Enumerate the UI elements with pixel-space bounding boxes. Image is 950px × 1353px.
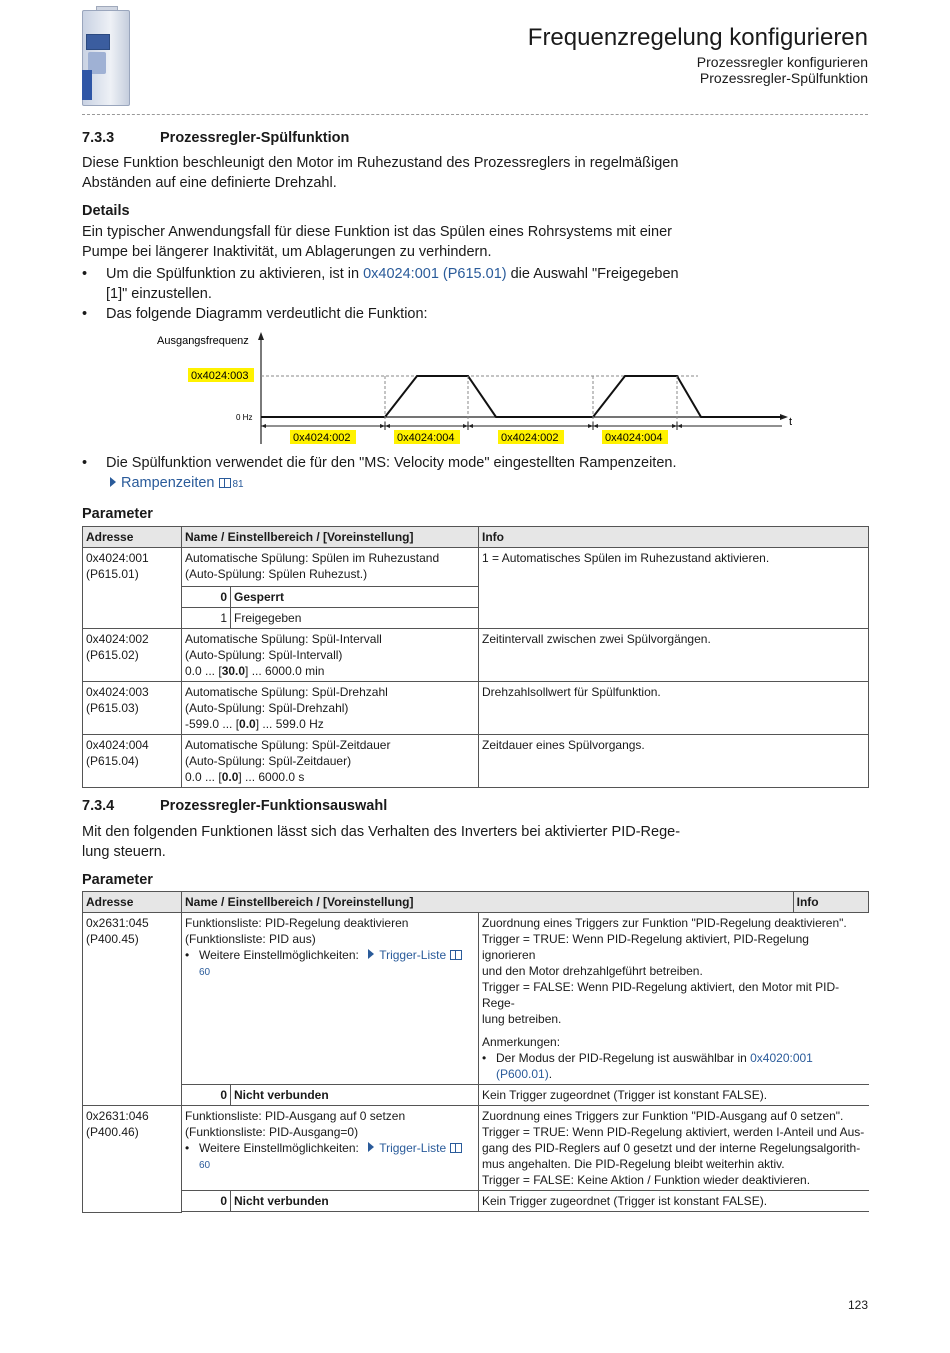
info-line: lung betreiben. [482, 1012, 562, 1026]
link-arrow-icon [368, 1142, 374, 1152]
info-cell: Zeitintervall zwischen zwei Spülvorgängen. [479, 629, 869, 682]
col-header-name: Name / Einstellbereich / [Voreinstellung] [182, 527, 479, 548]
x-axis-label: t [789, 416, 793, 428]
col-header-name: Name / Einstellbereich / [Voreinstellung] [182, 892, 794, 913]
option-label: Nicht verbunden [234, 1088, 329, 1102]
book-icon [450, 1143, 462, 1153]
table-row [83, 1105, 869, 1212]
section-title: Prozessregler-Spülfunktion [160, 130, 350, 146]
more-settings-label: Weitere Einstellmöglichkeiten: [199, 948, 359, 962]
param-link-4024-001[interactable]: 0x4024:001 (P615.01) [363, 266, 507, 282]
option-row [182, 608, 478, 629]
address-cell [83, 548, 182, 629]
flushing-timing-diagram [150, 328, 810, 450]
zero-hz-label: 0 Hz [236, 413, 253, 422]
info-cell [479, 913, 869, 1085]
note-text: Der Modus der PID-Regelung ist auswählbar in [496, 1051, 751, 1065]
address: 0x2631:046 [86, 1108, 149, 1123]
device-display [86, 34, 110, 50]
bullet-dot: • [82, 306, 88, 322]
parameter-short-name: (Funktionsliste: PID-Ausgang=0) [185, 1125, 359, 1139]
parameter-short-name: (Auto-Spülung: Spül-Zeitdauer) [185, 754, 352, 768]
parameter-code: (P615.01) [86, 567, 139, 581]
parameter-name: Automatische Spülung: Spülen im Ruhezustand [185, 551, 440, 565]
ramp-times-label: Rampenzeiten [121, 475, 215, 491]
address: 0x4024:002 [86, 632, 149, 646]
page-title: Frequenzregelung konfigurieren [527, 24, 868, 51]
table-header-row [83, 527, 869, 548]
address: 0x4024:003 [86, 685, 149, 699]
info-cell: 1 = Automatisches Spülen im Ruhezustand aktivieren. [479, 548, 869, 629]
table-row [83, 629, 869, 682]
table-row [83, 913, 869, 1106]
row-inner [182, 1105, 869, 1212]
table-header-row [83, 892, 869, 913]
parameter-heading: Parameter [82, 872, 153, 888]
address-cell [83, 735, 182, 788]
col-header-info: Info [793, 892, 868, 913]
option-list [182, 586, 478, 628]
bullet-text: Die Spülfunktion verwendet die für den "MS: Velocity mode" eingestellten Rampenzeiten. [106, 455, 677, 471]
row-inner [182, 913, 869, 1105]
parameter-table-flushing [82, 526, 869, 788]
table-row [83, 682, 869, 735]
option-info: Kein Trigger zugeordnet (Trigger ist konstant FALSE). [479, 1191, 869, 1212]
option-value: 0 [182, 1191, 231, 1211]
interval-label-3: 0x4024:002 [501, 432, 559, 444]
setting-range: 0.0 ... [30.0] ... 6000.0 min [185, 664, 325, 678]
parameter-table-functions [82, 891, 869, 1213]
bullet-text-end: die Auswahl "Freigegeben [506, 266, 679, 282]
parameter-name: Automatische Spülung: Spül-Zeitdauer [185, 738, 391, 752]
info-line: Zuordnung eines Triggers zur Funktion "PID-Regelung deaktivieren". [482, 916, 847, 930]
name-cell [182, 629, 479, 682]
param-link-4020-001[interactable]: 0x4020:001 (P600.01) [496, 1051, 813, 1081]
address-cell [83, 682, 182, 735]
option-label: Freigegeben [231, 608, 479, 629]
address: 0x4024:004 [86, 738, 149, 752]
parameter-name: Automatische Spülung: Spül-Intervall [185, 632, 382, 646]
setting-range: -599.0 ... [0.0] ... 599.0 Hz [185, 717, 324, 731]
trigger-list-page: 60 [199, 967, 211, 978]
more-settings-label: Weitere Einstellmöglichkeiten: [199, 1141, 359, 1155]
parameter-code: (P615.03) [86, 701, 139, 715]
device-side-strip [82, 70, 92, 100]
name-cell [182, 548, 479, 629]
info-line: Zuordnung eines Triggers zur Funktion "PID-Ausgang auf 0 setzen". [482, 1109, 844, 1123]
bullet-text: Um die Spülfunktion zu aktivieren, ist in [106, 266, 364, 282]
level-label: 0x4024:003 [191, 370, 249, 382]
parameter-name: Automatische Spülung: Spül-Drehzahl [185, 685, 388, 699]
info-cell: Drehzahlsollwert für Spülfunktion. [479, 682, 869, 735]
option-label: Nicht verbunden [234, 1194, 329, 1208]
row-content [182, 913, 869, 1106]
row-content [182, 1105, 869, 1212]
parameter-code: (P615.02) [86, 648, 139, 662]
section-number: 7.3.3 [82, 130, 115, 146]
interval-dimension-line [261, 422, 782, 430]
parameter-name: Funktionsliste: PID-Ausgang auf 0 setzen [185, 1109, 406, 1123]
section-title: Prozessregler-Funktionsauswahl [160, 798, 388, 814]
trigger-list-label: Trigger-Liste [379, 1141, 447, 1155]
more-settings: • Weitere Einstellmöglichkeiten: Trigger-Liste60 [185, 947, 475, 981]
y-axis-arrow [258, 332, 264, 340]
bullet-activation-line-2: [1]" einzustellen. [106, 286, 212, 302]
table-row [83, 548, 869, 629]
frequency-curve [261, 376, 782, 417]
y-axis-label: Ausgangsfrequenz [157, 335, 249, 347]
parameter-heading: Parameter [82, 506, 153, 522]
parameter-code: (P400.45) [86, 932, 139, 946]
option-row [182, 1191, 869, 1212]
note-item: • Der Modus der PID-Regelung ist auswählbar in 0x4020:001 (P600.01). [482, 1051, 813, 1081]
option-label: Gesperrt [231, 587, 479, 608]
intro-line-2: lung steuern. [82, 844, 166, 860]
address-cell [83, 913, 182, 1106]
ramp-times-page: 81 [232, 479, 244, 490]
section-number: 7.3.4 [82, 798, 115, 814]
note-end: . [548, 1067, 553, 1081]
option-row [182, 1085, 869, 1106]
parameter-code: (P615.04) [86, 754, 139, 768]
name-cell [182, 735, 479, 788]
option-cell [182, 1191, 479, 1212]
page-subtitle: Prozessregler konfigurieren [696, 54, 868, 70]
parameter-short-name: (Funktionsliste: PID aus) [185, 932, 316, 946]
address-cell [83, 629, 182, 682]
interval-label-1: 0x4024:002 [293, 432, 351, 444]
col-header-info: Info [479, 527, 869, 548]
parameter-short-name: (Auto-Spülung: Spül-Drehzahl) [185, 701, 349, 715]
setting-range: 0.0 ... [0.0] ... 6000.0 s [185, 770, 305, 784]
header-divider [82, 114, 868, 115]
intro-line-2: Abständen auf eine definierte Drehzahl. [82, 175, 337, 191]
info-line: Trigger = TRUE: Wenn PID-Regelung aktiviert, PID-Regelung ignorieren [482, 932, 809, 962]
info-line: Trigger = TRUE: Wenn PID-Regelung aktiviert, werden I-Anteil und Aus- [482, 1125, 865, 1139]
book-icon [219, 478, 231, 488]
info-cell: Zeitdauer eines Spülvorgangs. [479, 735, 869, 788]
option-cell [182, 1085, 479, 1106]
table-row [83, 735, 869, 788]
section-heading-734 [82, 798, 387, 814]
section-heading-733 [82, 130, 349, 146]
parameter-short-name: (Auto-Spülung: Spülen Ruhezust.) [185, 567, 368, 581]
address: 0x4024:001 [86, 551, 149, 565]
trigger-list-page: 60 [199, 1160, 211, 1171]
parameter-short-name: (Auto-Spülung: Spül-Intervall) [185, 648, 343, 662]
option-value: 0 [182, 1085, 231, 1105]
trigger-list-label: Trigger-Liste [379, 948, 447, 962]
option-value: 1 [182, 608, 231, 629]
col-header-address: Adresse [83, 892, 182, 913]
info-line: Trigger = FALSE: Wenn PID-Regelung aktiviert, den Motor mit PID-Rege- [482, 980, 840, 1010]
address: 0x2631:045 [86, 916, 149, 930]
link-arrow-icon [368, 949, 374, 959]
col-header-address: Adresse [83, 527, 182, 548]
info-line: mus angehalten. Die PID-Regelung bleibt weiterhin aktiv. [482, 1157, 785, 1171]
more-settings: • Weitere Einstellmöglichkeiten: Trigger-Liste60 [185, 1140, 475, 1174]
details-line-2: Pumpe bei längerer Inaktivität, um Ablagerungen zu verhindern. [82, 244, 492, 260]
note-heading: Anmerkungen: [482, 1035, 561, 1049]
book-icon [450, 950, 462, 960]
parameter-name: Funktionsliste: PID-Regelung deaktivieren [185, 916, 409, 930]
bullet-text: Das folgende Diagramm verdeutlicht die Funktion: [106, 306, 428, 322]
details-line-1: Ein typischer Anwendungsfall für diese Funktion ist das Spülen eines Rohrsystems mit einer [82, 224, 672, 240]
option-info: Kein Trigger zugeordnet (Trigger ist konstant FALSE). [479, 1085, 869, 1106]
bullet-dot: • [82, 455, 88, 471]
info-line: Trigger = FALSE: Keine Aktion / Funktion wieder deaktivieren. [482, 1173, 811, 1187]
page-subtitle-2: Prozessregler-Spülfunktion [699, 70, 868, 86]
info-line: und den Motor drehzahlgeführt betreiben. [482, 964, 703, 978]
link-arrow-icon [110, 477, 116, 487]
info-cell [479, 1106, 869, 1191]
name-cell [182, 913, 479, 1085]
info-line: gang des PID-Reglers auf 0 gesetzt und der interne Regelungsalgorith- [482, 1141, 861, 1155]
intro-line-1: Diese Funktion beschleunigt den Motor im Ruhezustand des Prozessreglers in regelmäßigen [82, 155, 679, 171]
name-cell [182, 1106, 479, 1191]
intro-line-1: Mit den folgenden Funktionen lässt sich das Verhalten des Inverters bei aktivierter PID-Rege- [82, 824, 681, 840]
option-row [182, 587, 478, 608]
interval-guides [385, 376, 677, 429]
page-number: 123 [847, 1298, 868, 1312]
parameter-code: (P400.46) [86, 1124, 139, 1139]
option-value: 0 [182, 587, 231, 608]
name-cell [182, 682, 479, 735]
details-heading: Details [82, 203, 130, 219]
ramp-times-link[interactable] [110, 473, 244, 495]
interval-label-4: 0x4024:004 [605, 432, 663, 444]
bullet-dot: • [82, 266, 88, 282]
address-cell [83, 1105, 182, 1212]
interval-label-2: 0x4024:004 [397, 432, 455, 444]
